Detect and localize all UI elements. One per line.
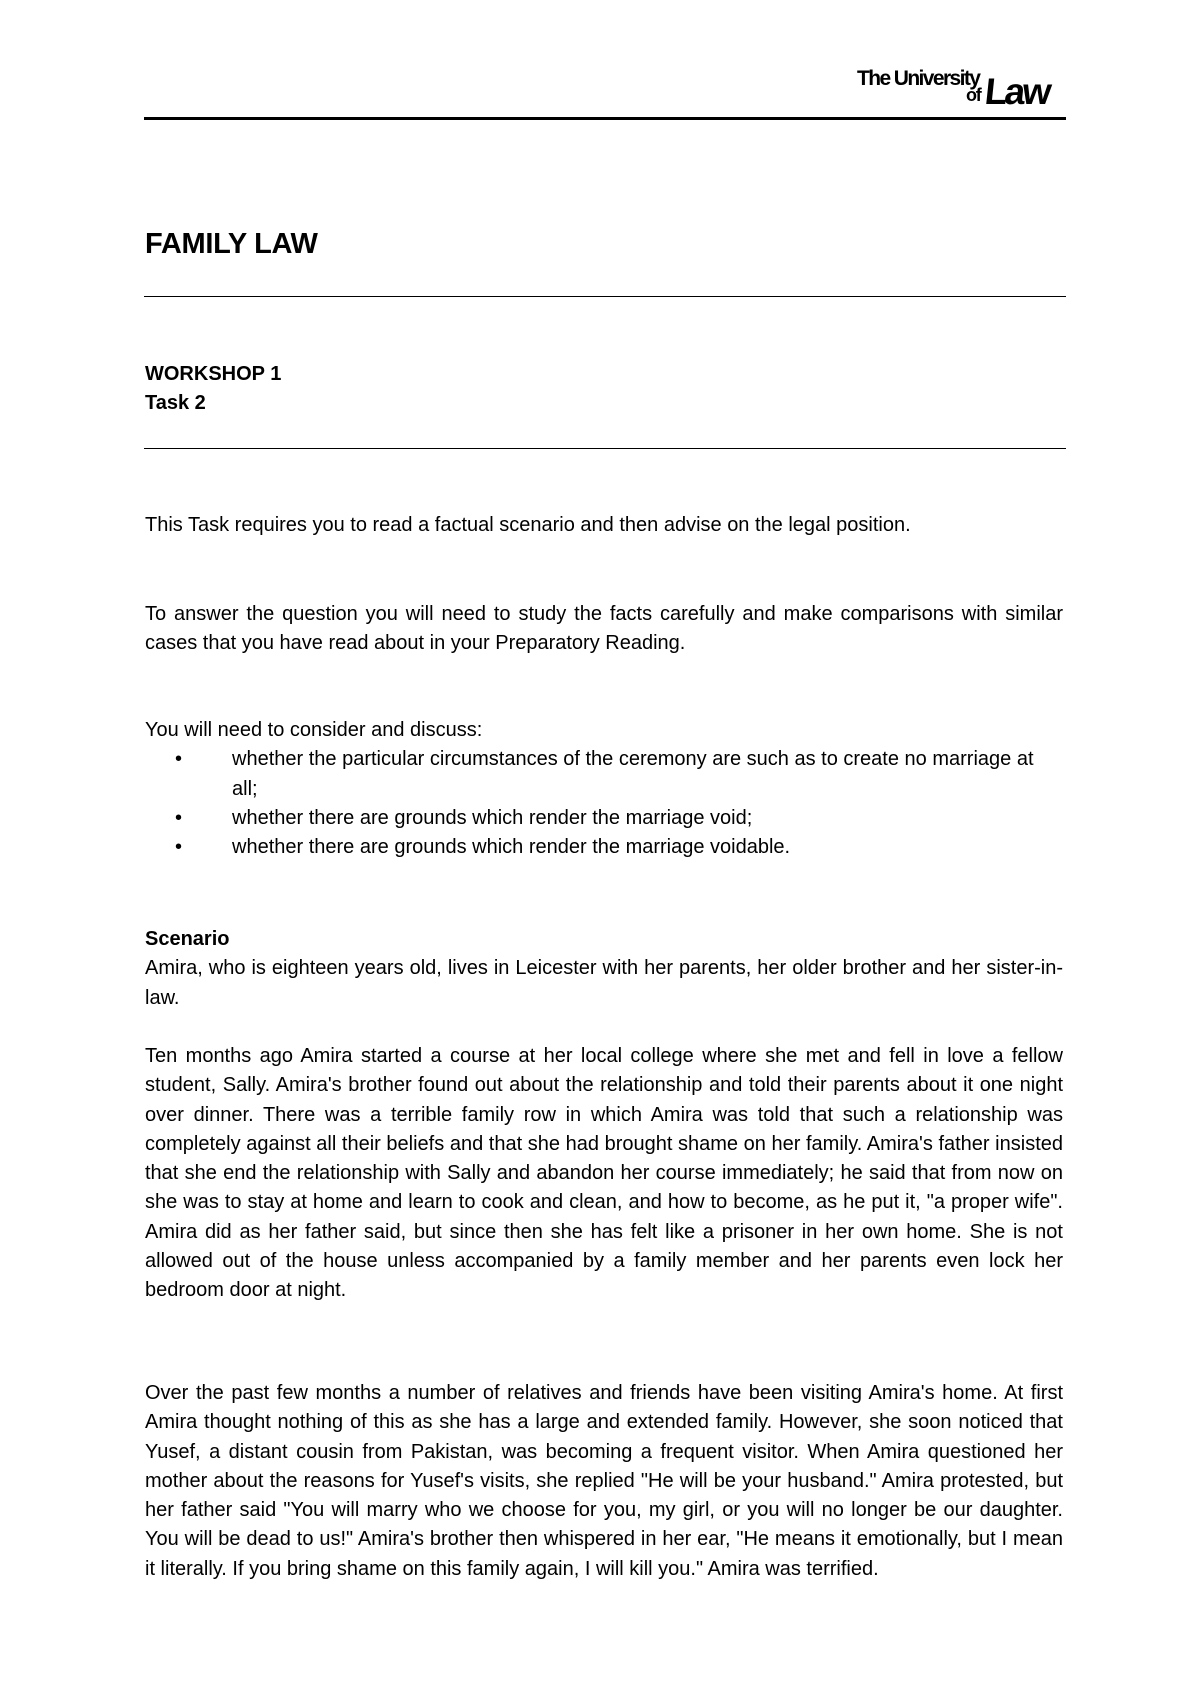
task-label: Task 2 xyxy=(145,392,206,414)
list-item-text: whether the particular circumstances of the ceremony are such as to create no marriage at all; xyxy=(232,748,1034,800)
intro-paragraph xyxy=(145,511,1063,540)
logo-of-text: of xyxy=(966,85,981,105)
header-divider xyxy=(144,117,1066,120)
logo-law-text: Law xyxy=(982,71,1051,112)
scenario-paragraph-2 xyxy=(145,1042,1063,1306)
list-item xyxy=(145,745,1063,804)
workshop-divider xyxy=(144,448,1066,449)
scenario-paragraph: Amira, who is eighteen years old, lives in Leicester with her parents, her older brother and her sister-in-law. xyxy=(145,957,1063,1009)
page-title: FAMILY LAW xyxy=(145,228,318,260)
bullet-icon: • xyxy=(175,836,183,859)
scenario-paragraph: Ten months ago Amira started a course at her local college where she met and fell in love a fellow student, Sally. Amira's brother found out about the relationship and told their parents about it one night over dinner. There was a terrible family row in which Amira was told that such a relationship was completely against all their beliefs and that she had brought shame on her family. Amira's father insisted that she end the relationship with Sally and abandon her course immediately; he said that from now on she was to stay at home and learn to cook and clean, and how to become, as he put it, "a proper wife". Amira did as her father said, but since then she has felt like a prisoner in her own home. She is not allowed out of the house unless accompanied by a family member and her parents even lock her bedroom door at night. xyxy=(145,1045,1063,1302)
logo-the-university-text: The University xyxy=(857,67,980,90)
scenario-paragraph: Over the past few months a number of relatives and friends have been visiting Amira's home. At first Amira thought nothing of this as she has a large and extended family. However, she soon noticed that Yusef, a distant cousin from Pakistan, was becoming a frequent visitor. When Amira questioned her mother about the reasons for Yusef's visits, she replied "He will be your husband." Amira protested, but her father said "You will marry who we choose for you, my girl, or you will no longer be our daughter. You will be dead to us!" Amira's brother then whispered in her ear, "He means it emotionally, but I mean it literally. If you bring shame on this family again, I will kill you." Amira was terrified. xyxy=(145,1382,1063,1580)
university-of-law-logo xyxy=(857,67,1062,112)
bullet-icon: • xyxy=(175,748,183,771)
list-item xyxy=(145,804,1063,833)
answer-text: To answer the question you will need to study the facts carefully and make comparisons with similar cases that you have read about in your Preparatory Reading. xyxy=(145,603,1063,655)
title-divider xyxy=(144,296,1066,297)
intro-text: This Task requires you to read a factual scenario and then advise on the legal position. xyxy=(145,514,911,536)
consider-section xyxy=(145,716,1063,862)
list-item-text: whether there are grounds which render the marriage void; xyxy=(232,806,753,829)
workshop-heading xyxy=(145,360,281,418)
scenario-heading: Scenario xyxy=(145,928,230,950)
scenario-paragraph-3 xyxy=(145,1379,1063,1584)
bullet-icon: • xyxy=(175,806,183,829)
consider-text: You will need to consider and discuss: xyxy=(145,719,483,741)
list-item-text: whether there are grounds which render the marriage voidable. xyxy=(232,836,791,859)
consider-list xyxy=(145,745,1063,862)
workshop-label: WORKSHOP 1 xyxy=(145,363,282,385)
answer-paragraph xyxy=(145,600,1063,659)
scenario-section xyxy=(145,925,1063,1013)
list-item xyxy=(145,833,1063,862)
